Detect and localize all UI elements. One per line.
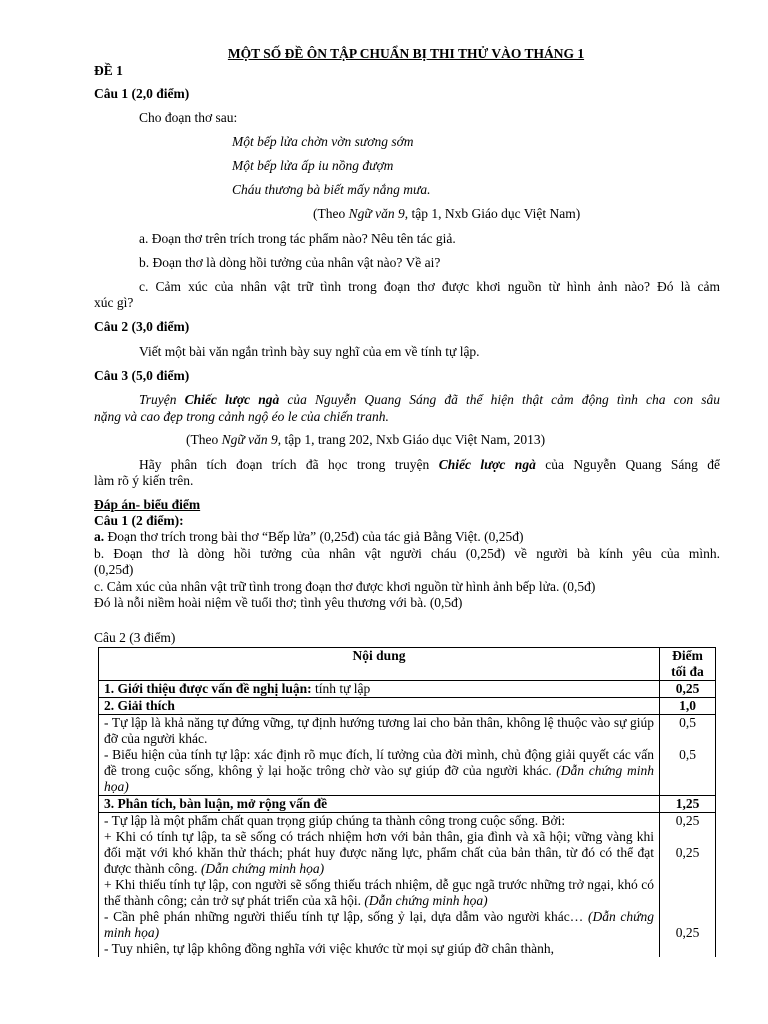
section-2-body-points: 0,5 0,5 [660,715,716,796]
section-3-body: - Tự lập là một phẩm chất quan trọng giúp chúng ta thành công trong cuộc sống. Bởi: + Khi có tính tự lập, ta sẽ sống có trách nhiệm hơn với bản thân, gia đình và xã hội; vững vàng khi đối mặt với khó khăn thử thách; phát huy được năng lực, phẩm chất của bản thân, từ đó có thể đạt được thành công. (Dẫn chứng minh họa) + Khi thiếu tính tự lập, con người sẽ sống thiếu trách nhiệm, dễ gục ngã trước những trở ngại, khó có thể thành công; cản trở sự phát triển của xã hội. (Dẫn chứng minh họa) - Cần phê phán những người thiếu tính tự lập, sống ỷ lại, dựa dẫm vào người khác… (Dẫn chứng minh họa) - Tuy nhiên, tự lập không đồng nghĩa với việc khước từ mọi sự giúp đỡ chân thành, [99,813,660,958]
table-row [99,813,716,958]
question-3-line-1: Truyện Chiếc lược ngà của Nguyễn Quang Sáng đã thể hiện thật cảm động tình cha con sâu [139,392,720,407]
document-title: MỘT SỐ ĐỀ ÔN TẬP CHUẨN BỊ THI THỬ VÀO THÁNG 1 [227,46,585,61]
section-1-cell: 1. Giới thiệu được vấn đề nghị luận: tính tự lập [99,681,660,698]
answer-2-label: Câu 2 (3 điểm) [94,630,176,645]
question-2-heading: Câu 2 (3,0 điểm) [94,319,190,334]
question-1b: b. Đoạn thơ là dòng hồi tưởng của nhân vật nào? Về ai? [139,255,441,270]
question-1-intro: Cho đoạn thơ sau: [139,110,238,125]
header-points: Điểm tối đa [660,648,716,681]
answer-1b-line-1: b. Đoạn thơ là dòng hồi tưởng của nhân vật người cháu (0,25đ) về người bà kính yêu của mình. [94,546,720,561]
poem-line-3: Cháu thương bà biết mấy nắng mưa. [232,182,431,197]
answer-1c-line-1: c. Cảm xúc của nhân vật trữ tình trong đoạn thơ được khơi nguồn từ hình ảnh bếp lửa. (0,5đ) [94,579,596,594]
answer-1-heading: Câu 1 (2 điểm): [94,513,184,528]
answer-1a: a. Đoạn thơ trích trong bài thơ “Bếp lửa” (0,25đ) của tác giả Bằng Việt. (0,25đ) [94,529,524,544]
grading-table [98,647,716,957]
section-2-cell: 2. Giải thích [99,698,660,715]
header-content: Nội dung [99,648,660,681]
question-3-heading: Câu 3 (5,0 điểm) [94,368,190,383]
answer-1c-line-2: Đó là nỗi niềm hoài niệm về tuổi thơ; tình yêu thương với bà. (0,5đ) [94,595,463,610]
question-3-source: (Theo Ngữ văn 9, tập 1, trang 202, Nxb Giáo dục Việt Nam, 2013) [186,432,546,447]
section-1-points: 0,25 [660,681,716,698]
section-2-body: - Tự lập là khả năng tự đứng vững, tự định hướng tương lai cho bản thân, không lệ thuộc vào sự giúp đỡ của người khác. - Biểu hiện của tính tự lập: xác định rõ mục đích, lí tưởng của đời mình, chủ động giải quyết các vấn đề trong cuộc sống, không ỷ lại hoặc trông chờ vào sự giúp đỡ của người khác. (Dẫn chứng minh họa) [99,715,660,796]
poem-source: (Theo Ngữ văn 9, tập 1, Nxb Giáo dục Việt Nam) [313,206,581,221]
question-1c-line-1: c. Cảm xúc của nhân vật trữ tình trong đoạn thơ được khơi nguồn từ hình ảnh nào? Đó là cảm [139,279,720,294]
question-2-text: Viết một bài văn ngắn trình bày suy nghĩ của em về tính tự lập. [139,344,480,359]
answer-heading: Đáp án- biểu điểm [94,497,201,512]
section-3-points: 1,25 [660,796,716,813]
table-row [99,698,716,715]
answer-1b-line-2: (0,25đ) [94,562,134,577]
question-3-task-line-2: làm rõ ý kiến trên. [94,473,194,488]
exam-number: ĐỀ 1 [94,63,123,78]
table-row [99,681,716,698]
question-1-heading: Câu 1 (2,0 điểm) [94,86,190,101]
table-row [99,715,716,796]
table-row [99,796,716,813]
question-1c-line-2: xúc gì? [94,295,134,310]
question-3-task-line-1: Hãy phân tích đoạn trích đã học trong truyện Chiếc lược ngà của Nguyễn Quang Sáng để [139,457,720,472]
poem-line-2: Một bếp lửa ấp iu nồng đượm [232,158,394,173]
question-1a: a. Đoạn thơ trên trích trong tác phẩm nào? Nêu tên tác giả. [139,231,456,246]
section-2-points: 1,0 [660,698,716,715]
section-3-body-points: 0,25 0,25 0,25 [660,813,716,958]
question-3-line-2: nặng và cao đẹp trong cảnh ngộ éo le của chiến tranh. [94,409,389,424]
table-header-row [99,648,716,681]
section-3-cell: 3. Phân tích, bàn luận, mở rộng vấn đề [99,796,660,813]
poem-line-1: Một bếp lửa chờn vờn sương sớm [232,134,414,149]
